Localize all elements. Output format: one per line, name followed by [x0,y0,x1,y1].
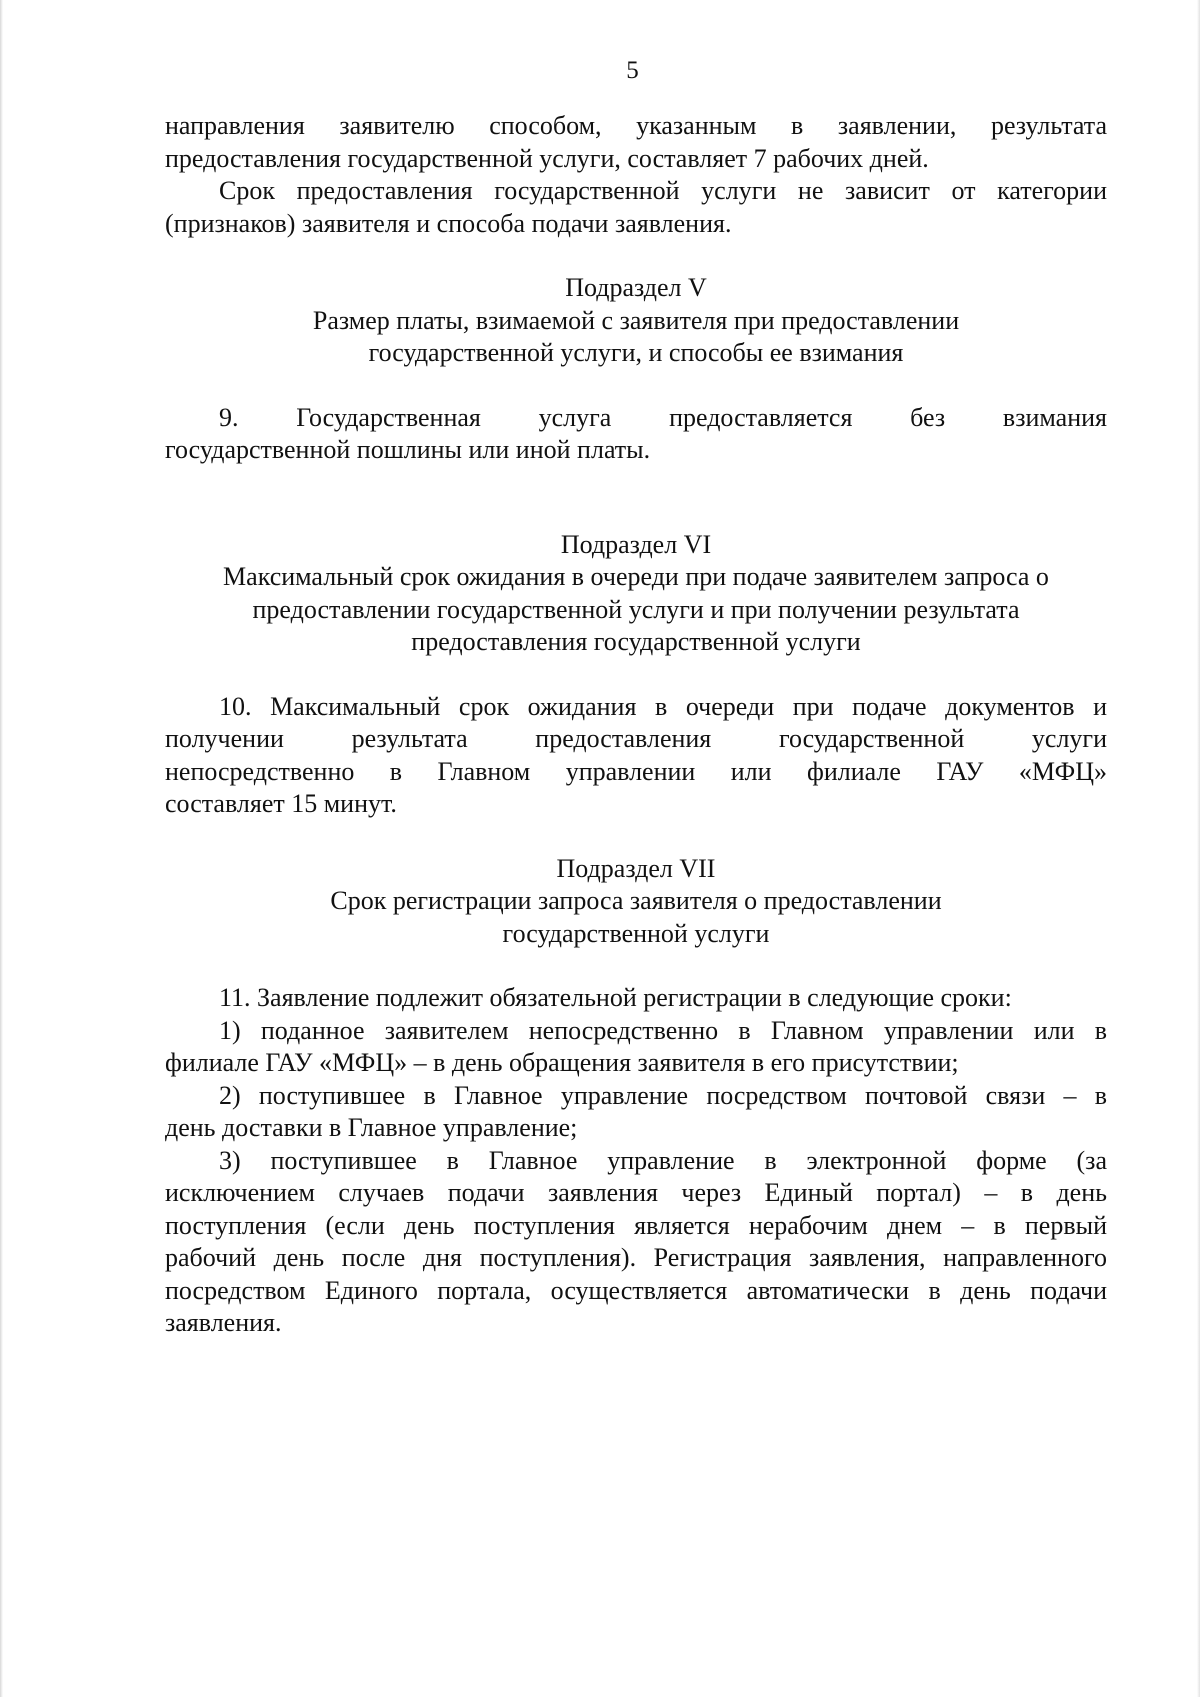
paragraph-line: государственной пошлины или иной платы. [165,435,651,464]
paragraph-line: 1) поданное заявителем непосредственно в Главном управлении или в [219,1015,1107,1045]
paragraph-line: поступления (если день поступления является нерабочим днем – в первый [165,1210,1107,1240]
subsection-title-vi: Максимальный срок ожидания в очереди при подаче заявителем запроса о [223,562,1049,591]
paragraph-line: непосредственно в Главном управлении или филиале ГАУ «МФЦ» [165,756,1107,786]
paragraph-line: филиале ГАУ «МФЦ» – в день обращения заявителя в его присутствии; [165,1048,959,1077]
paragraph-line: 10. Максимальный срок ожидания в очереди при подаче документов и [219,691,1107,721]
paragraph-line: 9. Государственная услуга предоставляется без взимания [219,402,1107,432]
subsection-heading-vii: Подраздел VII [556,853,716,883]
paragraph-line: заявления. [165,1308,282,1337]
paragraph-line: день доставки в Главное управление; [165,1113,578,1142]
subsection-title-vii: Срок регистрации запроса заявителя о предоставлении [330,886,942,915]
scan-edge-left [0,0,3,1697]
subsection-title-vi: предоставления государственной услуги [411,627,861,656]
paragraph-line: Срок предоставления государственной услуги не зависит от категории [219,176,1107,205]
subsection-title-vii: государственной услуги [502,918,770,948]
paragraph-line: составляет 15 минут. [165,789,397,818]
subsection-title-vi: предоставлении государственной услуги и при получении результата [252,594,1020,624]
paragraph-line: направления заявителю способом, указанным в заявлении, результата [165,111,1107,140]
subsection-title-v: государственной услуги, и способы ее взимания [368,338,904,367]
paragraph-line: исключением случаев подачи заявления через Единый портал) – в день [165,1178,1107,1207]
paragraph-line: 3) поступившее в Главное управление в электронной форме (за [219,1145,1107,1175]
paragraph-line: 2) поступившее в Главное управление посредством почтовой связи – в [219,1080,1107,1110]
subsection-heading-vi: Подраздел VI [560,529,712,559]
paragraph-line: посредством Единого портала, осуществляется автоматически в день подачи [165,1275,1107,1305]
paragraph-line: (признаков) заявителя и способа подачи заявления. [165,208,732,238]
subsection-title-v: Размер платы, взимаемой с заявителя при предоставлении [312,305,960,335]
paragraph-line: предоставления государственной услуги, составляет 7 рабочих дней. [165,143,929,173]
paragraph-line: получении результата предоставления государственной услуги [165,724,1107,753]
subsection-heading-v: Подраздел V [565,273,707,302]
paragraph-line: 11. Заявление подлежит обязательной регистрации в следующие сроки: [219,983,1012,1012]
paragraph-line: рабочий день после дня поступления). Регистрация заявления, направленного [165,1243,1107,1272]
document-body [165,110,1107,1340]
page-number: 5 [626,57,639,84]
